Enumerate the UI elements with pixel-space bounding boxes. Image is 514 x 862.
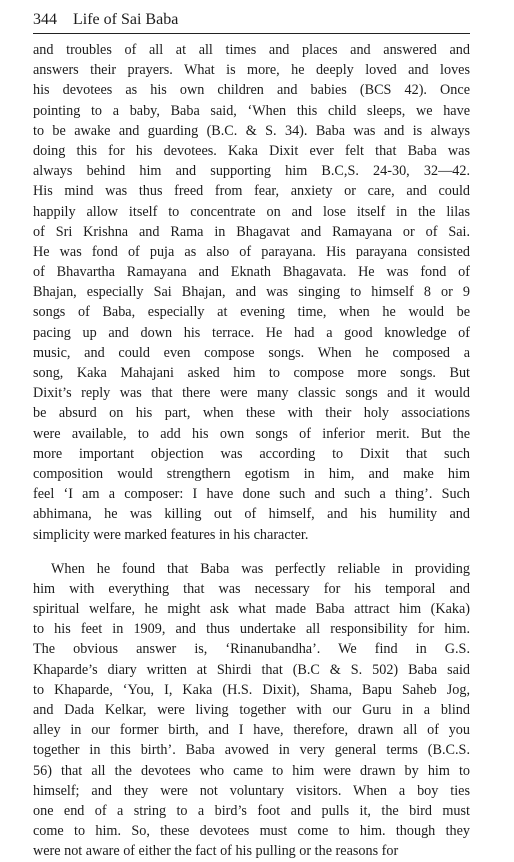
text-line: music, and could even compose songs. When he composed a (33, 344, 470, 361)
text-line: songs of Baba, especially at evening time, when he would be (33, 304, 470, 321)
text-line: himself; and they were not voluntary visitors. When a boy ties (33, 782, 470, 799)
text-line: happily allow itself to concentrate on and lose itself in the lilas (33, 203, 470, 220)
text-line: He was fond of puja as also of parayana. His parayana consisted (33, 243, 470, 260)
text-line: and troubles of all at all times and places and answered and (33, 42, 470, 58)
body-text (33, 40, 470, 862)
text-line: his devotees as his own children and babies (BCS 42). Once (33, 82, 470, 99)
text-line: be absurd on his part, when these with their holy associations (33, 405, 470, 422)
paragraph-spacer (33, 545, 470, 559)
text-line: When he found that Baba was perfectly reliable in providing (51, 560, 470, 577)
book-page (33, 10, 470, 862)
text-line: composition would strengthern egotism in him, and make him (33, 465, 470, 482)
text-line: doing this for his devotees. Kaka Dixit ever felt that Baba was (33, 142, 470, 159)
text-line: to be awake and guarding (B.C. & S. 34). Baba was and is always (33, 122, 470, 139)
text-line: abhimana, he was killing out of himself, and his humility and (33, 506, 470, 523)
text-line: alley in our former birth, and I have, therefore, drawn all of you (33, 722, 470, 739)
text-line: of Sri Krishna and Rama in Bhagavat and Ramayana or of Sai. (33, 223, 470, 240)
text-line: His mind was thus freed from fear, anxiety or care, and could (33, 183, 470, 200)
page-number: 344 (33, 11, 57, 28)
text-line: were not aware of either the fact of his pulling or the reasons for (33, 843, 399, 860)
text-line: him with everything that was necessary for his temporal and (33, 580, 470, 597)
text-line: 56) that all the devotees who came to him were drawn by him to (33, 762, 470, 779)
text-line: one end of a string to a bird’s foot and pulls it, the bird must (33, 802, 470, 819)
text-line: song, Kaka Mahajani asked him to compose more songs. But (33, 365, 470, 381)
text-line: to his feet in 1909, and thus undertake all responsibility for him. (33, 621, 470, 638)
text-line: always behind him and supporting him B.C,S. 24-30, 32—42. (33, 163, 470, 180)
running-header (33, 10, 470, 34)
text-line: pacing up and down his terrace. He had a good knowledge of (33, 324, 470, 341)
text-line: Khaparde’s diary written at Shirdi that (B.C & S. 502) Baba said (33, 661, 470, 678)
running-title: Life of Sai Baba (73, 11, 179, 28)
paragraph-1 (33, 40, 470, 545)
text-line: Bhajan, especially Sai Bhajan, and was singing to himself 8 or 9 (33, 284, 470, 301)
text-line: to Khaparde, ‘You, I, Kaka (H.S. Dixit), Shama, Bapu Saheb Jog, (33, 681, 470, 698)
paragraph-2 (33, 559, 470, 862)
text-line: of Bhavartha Ramayana and Eknath Bhagavata. He was fond of (33, 264, 470, 281)
text-line: The obvious answer is, ‘Rinanubandha’. We find in G.S. (33, 641, 470, 658)
text-line: together in this birth’. Baba avowed in very general terms (B.C.S. (33, 742, 470, 759)
text-line: Dixit’s reply was that there were many classic songs and it would (33, 385, 470, 402)
text-line: pointing to a baby, Baba said, ‘When this child sleeps, we have (33, 102, 470, 119)
text-line: feel ‘I am a composer: I have done such and such a thing’. Such (33, 486, 470, 503)
text-line: were available, to add his own songs of inferior merit. But the (33, 425, 470, 442)
text-line: spiritual welfare, he might ask what made Baba attract him (Kaka) (33, 601, 470, 618)
text-line: more important objection was according to Dixit that such (33, 445, 470, 462)
text-line: come to him. So, these devotees must come to him. though they (33, 823, 470, 840)
text-line: simplicity were marked features in his character. (33, 526, 309, 543)
text-line: answers their prayers. What is more, he deeply loved and loves (33, 62, 470, 79)
text-line: and Dada Kelkar, were living together with our Guru in a blind (33, 702, 470, 718)
